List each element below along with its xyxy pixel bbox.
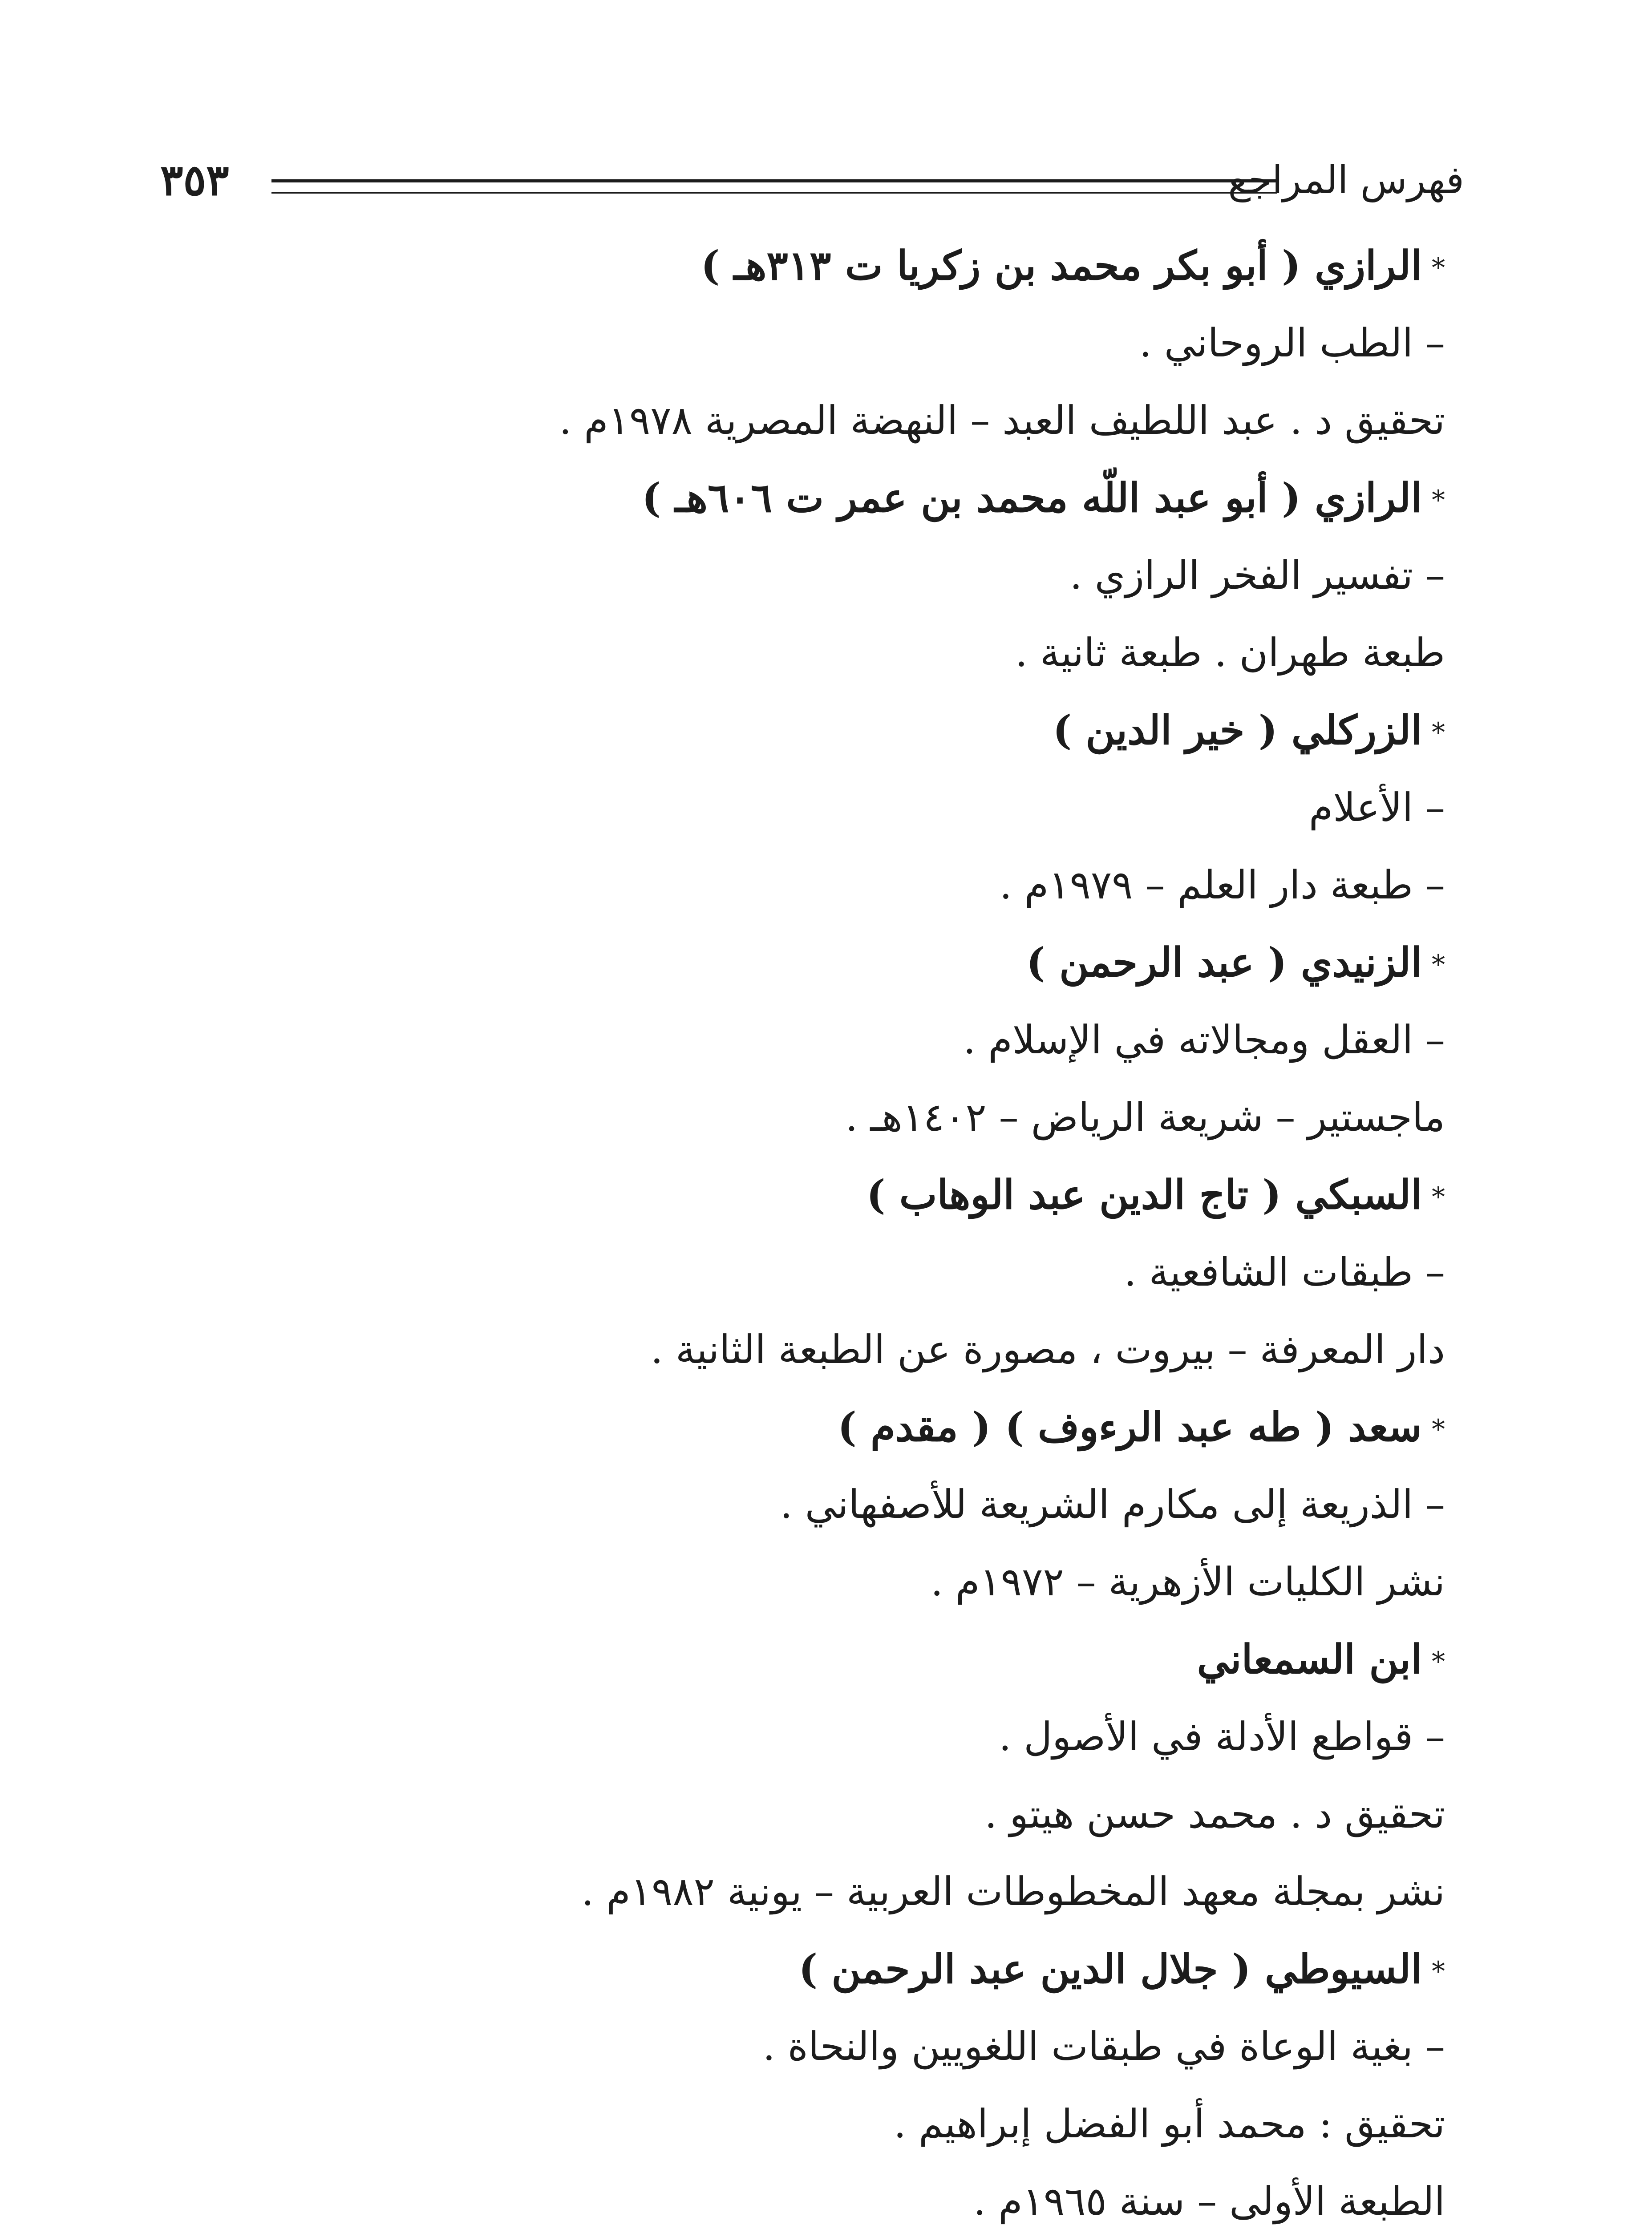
author-entry [163,1621,1445,1698]
author-entry [163,924,1445,1001]
entry-marker: * [1432,1646,1445,1677]
entry-marker: * [1432,252,1445,283]
publication-detail-line: تحقيق د . محمد حسن هيتو . [984,1791,1445,1837]
author-name: الزنيدي ( عبد الرحمن ) [1026,939,1422,986]
work-title-line: – تفسير الفخر الرازي . [1069,552,1445,598]
publication-detail-line: تحقيق د . عبد اللطيف العبد – النهضة المصرية ١٩٧٨م . [559,397,1445,443]
page-number: ٣٥٣ [160,155,229,205]
entry-marker: * [1432,1956,1445,1987]
author-entry [163,1930,1445,2008]
work-title-line: – طبعة دار العلم – ١٩٧٩م . [999,862,1445,908]
entry-marker: * [1432,949,1445,980]
author-name: ابن السمعاني [1197,1636,1422,1683]
entry-marker: * [1432,1181,1445,1213]
author-name: الرازي ( أبو بكر محمد بن زكريا ت ٣١٣هـ ) [700,242,1422,289]
author-entry [163,459,1445,537]
publication-detail-line: تحقيق : محمد أبو الفضل إبراهيم . [894,2101,1445,2147]
work-title-line: – الذريعة إلى مكارم الشريعة للأصفهاني . [780,1481,1445,1527]
running-header-title: فهرس المراجع [1228,158,1464,202]
entry-marker: * [1432,717,1445,748]
work-title-line: – قواطع الأدلة في الأصول . [999,1714,1445,1760]
running-header [160,154,1464,216]
work-title-line: – طبقات الشافعية . [1124,1249,1445,1295]
author-name: الرازي ( أبو عبد اللّه محمد بن عمر ت ٦٠٦هـ ) [642,474,1422,522]
work-title-line: – العقل ومجالاته في الإسلام . [963,1017,1445,1063]
entry-marker: * [1432,1414,1445,1445]
author-entry [163,227,1445,304]
publication-detail-line: نشر بمجلة معهد المخطوطات العربية – يونية ١٩٨٢م . [581,1869,1445,1914]
author-name: الزركلي ( خير الدين ) [1053,707,1422,754]
publication-detail-line: دار المعرفة – بيروت ، مصورة عن الطبعة الثانية . [650,1327,1445,1372]
publication-detail-line: ماجستير – شريعة الرياض – ١٤٠٢هـ . [845,1094,1445,1140]
work-title-line: – بغية الوعاة في طبقات اللغويين والنحاة . [762,2023,1445,2069]
publication-detail-line: الطبعة الأولى – سنة ١٩٦٥م . [973,2178,1445,2224]
header-double-rule [271,179,1277,194]
author-entry [163,1156,1445,1234]
references-list [163,227,1445,2225]
publication-detail-line: نشر الكليات الأزهرية – ١٩٧٢م . [931,1559,1445,1605]
publication-detail-line: طبعة طهران . طبعة ثانية . [1015,630,1445,676]
author-entry [163,692,1445,769]
work-title-line: – الطب الروحاني . [1139,320,1445,366]
author-entry [163,1388,1445,1466]
work-title-line: – الأعلام [1308,785,1445,830]
author-name: السبكي ( تاج الدين عبد الوهاب ) [866,1171,1422,1218]
author-name: سعد ( طه عبد الرءوف ) ( مقدم ) [838,1404,1422,1451]
entry-marker: * [1432,485,1445,516]
author-name: السيوطي ( جلال الدين عبد الرحمن ) [798,1946,1422,1993]
